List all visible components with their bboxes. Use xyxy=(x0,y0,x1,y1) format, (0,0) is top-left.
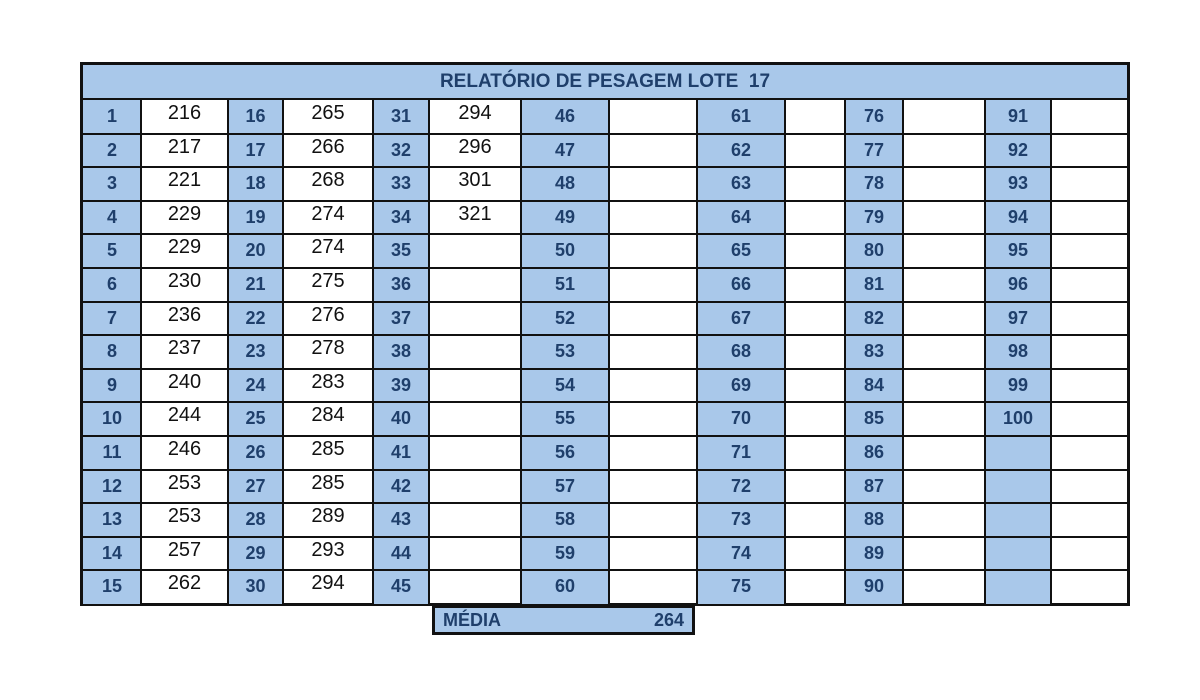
column-divider xyxy=(608,100,610,604)
row-divider xyxy=(83,536,1127,538)
weight-value-cell xyxy=(785,537,845,571)
weight-value-cell xyxy=(785,503,845,537)
weight-value-cell xyxy=(1051,570,1129,604)
weight-value-cell xyxy=(609,537,697,571)
row-number-cell: 44 xyxy=(373,537,429,571)
row-number-cell: 47 xyxy=(521,134,609,168)
row-number-cell: 89 xyxy=(845,537,903,571)
weight-value-cell: 276 xyxy=(311,303,345,326)
column-divider xyxy=(902,100,904,604)
row-number-cell: 63 xyxy=(697,167,785,201)
row-number-cell: 38 xyxy=(373,335,429,369)
weight-value-cell xyxy=(903,537,985,571)
column-divider xyxy=(520,100,522,604)
weight-value-cell xyxy=(785,436,845,470)
row-number-cell: 78 xyxy=(845,167,903,201)
row-number-cell: 60 xyxy=(521,570,609,604)
row-number-cell: 2 xyxy=(83,134,141,168)
row-number-cell: 92 xyxy=(985,134,1051,168)
row-number-cell: 79 xyxy=(845,201,903,235)
row-number-cell: 41 xyxy=(373,436,429,470)
weight-value-cell: 278 xyxy=(311,337,345,360)
row-number-cell: 22 xyxy=(228,302,283,336)
weight-value-cell: 246 xyxy=(167,438,202,460)
column-divider xyxy=(844,100,846,604)
weight-value-cell xyxy=(903,100,985,134)
weight-value-cell xyxy=(429,537,521,571)
row-number-cell: 36 xyxy=(373,268,429,302)
row-number-cell: 53 xyxy=(521,335,609,369)
column-divider xyxy=(784,100,786,604)
weight-value-cell xyxy=(609,134,697,168)
row-number-cell: 55 xyxy=(521,402,609,436)
row-number-cell: 42 xyxy=(373,470,429,504)
weight-value-cell: 240 xyxy=(167,370,202,393)
row-number-cell: 49 xyxy=(521,201,609,235)
average-value: 264 xyxy=(653,610,684,630)
row-number-cell: 45 xyxy=(373,570,429,604)
weight-value-cell: 253 xyxy=(167,505,202,528)
row-number-cell: 1 xyxy=(83,100,141,134)
row-number-cell: 39 xyxy=(373,369,429,403)
row-number-cell: 43 xyxy=(373,503,429,537)
row-number-cell: 8 xyxy=(83,335,141,369)
weight-value-cell xyxy=(609,402,697,436)
row-divider xyxy=(83,435,1127,437)
column-divider xyxy=(984,100,986,604)
weight-value-cell xyxy=(1051,302,1129,336)
column-divider xyxy=(140,100,142,604)
weight-value-cell xyxy=(1051,369,1129,403)
weight-value-cell xyxy=(1051,335,1129,369)
row-number-cell: 3 xyxy=(83,167,141,201)
weight-value-cell xyxy=(609,100,697,134)
weight-value-cell xyxy=(429,570,521,604)
row-number-cell: 9 xyxy=(83,369,141,403)
column-divider xyxy=(1050,100,1052,604)
weight-value-cell xyxy=(609,201,697,235)
weight-value-cell xyxy=(1051,134,1129,168)
weight-value-cell: 285 xyxy=(311,438,345,460)
weight-value-cell: 321 xyxy=(458,202,492,225)
weight-value-cell: 284 xyxy=(311,404,345,427)
weight-value-cell: 253 xyxy=(167,471,202,494)
weight-value-cell xyxy=(429,503,521,537)
row-number-cell: 66 xyxy=(697,268,785,302)
row-number-cell: 72 xyxy=(697,470,785,504)
row-number-cell: 76 xyxy=(845,100,903,134)
row-number-cell: 88 xyxy=(845,503,903,537)
weight-value-cell: 293 xyxy=(311,538,345,561)
row-number-cell: 54 xyxy=(521,369,609,403)
weight-value-cell xyxy=(609,268,697,302)
weight-value-cell xyxy=(903,503,985,537)
row-divider xyxy=(83,133,1127,135)
weight-value-cell xyxy=(903,134,985,168)
row-number-cell: 40 xyxy=(373,402,429,436)
row-number-cell xyxy=(985,537,1051,571)
column-divider xyxy=(372,100,374,604)
weight-value-cell: 274 xyxy=(311,236,345,259)
row-number-cell: 24 xyxy=(228,369,283,403)
weight-value-cell: 301 xyxy=(458,169,492,192)
weight-value-cell xyxy=(903,167,985,201)
row-divider xyxy=(83,200,1127,202)
average-label: MÉDIA xyxy=(443,610,501,630)
row-number-cell: 50 xyxy=(521,234,609,268)
row-number-cell: 69 xyxy=(697,369,785,403)
weight-value-cell: 262 xyxy=(167,572,202,595)
row-number-cell xyxy=(985,570,1051,604)
row-number-cell: 75 xyxy=(697,570,785,604)
weight-value-cell xyxy=(903,470,985,504)
row-number-cell: 81 xyxy=(845,268,903,302)
row-number-cell: 11 xyxy=(83,436,141,470)
weight-value-cell xyxy=(1051,100,1129,134)
weight-value-cell xyxy=(903,302,985,336)
weight-value-cell xyxy=(609,234,697,268)
row-number-cell: 68 xyxy=(697,335,785,369)
row-number-cell: 6 xyxy=(83,268,141,302)
row-number-cell: 57 xyxy=(521,470,609,504)
row-number-cell: 97 xyxy=(985,302,1051,336)
row-divider xyxy=(83,334,1127,336)
row-number-cell: 25 xyxy=(228,402,283,436)
weight-value-cell xyxy=(1051,470,1129,504)
row-number-cell: 33 xyxy=(373,167,429,201)
weight-value-cell xyxy=(609,335,697,369)
weight-value-cell xyxy=(429,302,521,336)
row-number-cell: 31 xyxy=(373,100,429,134)
row-number-cell: 15 xyxy=(83,570,141,604)
row-number-cell: 77 xyxy=(845,134,903,168)
row-number-cell: 94 xyxy=(985,201,1051,235)
row-divider xyxy=(83,502,1127,504)
weight-value-cell xyxy=(609,167,697,201)
row-number-cell: 91 xyxy=(985,100,1051,134)
weight-value-cell xyxy=(1051,167,1129,201)
row-number-cell: 80 xyxy=(845,234,903,268)
weight-value-cell xyxy=(785,402,845,436)
row-number-cell: 19 xyxy=(228,201,283,235)
weight-value-cell xyxy=(903,268,985,302)
weight-value-cell xyxy=(903,234,985,268)
row-number-cell: 96 xyxy=(985,268,1051,302)
row-number-cell: 5 xyxy=(83,234,141,268)
row-divider xyxy=(83,301,1127,303)
row-divider xyxy=(83,469,1127,471)
row-number-cell: 51 xyxy=(521,268,609,302)
column-divider xyxy=(696,100,698,604)
weight-value-cell: 236 xyxy=(167,303,202,326)
weight-value-cell xyxy=(785,234,845,268)
weight-value-cell xyxy=(609,470,697,504)
weight-value-cell xyxy=(903,201,985,235)
weight-value-cell xyxy=(429,470,521,504)
row-number-cell: 27 xyxy=(228,470,283,504)
row-number-cell: 95 xyxy=(985,234,1051,268)
weight-value-cell xyxy=(785,268,845,302)
row-number-cell xyxy=(985,436,1051,470)
weight-value-cell xyxy=(785,570,845,604)
weight-value-cell xyxy=(785,302,845,336)
row-number-cell: 85 xyxy=(845,402,903,436)
row-number-cell: 84 xyxy=(845,369,903,403)
weight-value-cell: 229 xyxy=(167,202,202,225)
row-divider xyxy=(83,401,1127,403)
weight-value-cell xyxy=(1051,503,1129,537)
row-number-cell: 52 xyxy=(521,302,609,336)
row-number-cell: 82 xyxy=(845,302,903,336)
weight-value-cell: 283 xyxy=(311,370,345,393)
row-number-cell: 32 xyxy=(373,134,429,168)
weight-value-cell xyxy=(785,335,845,369)
weight-value-cell xyxy=(609,436,697,470)
weight-value-cell xyxy=(609,369,697,403)
row-number-cell xyxy=(985,503,1051,537)
row-number-cell: 74 xyxy=(697,537,785,571)
weight-value-cell xyxy=(1051,234,1129,268)
row-number-cell: 7 xyxy=(83,302,141,336)
weight-value-cell xyxy=(903,402,985,436)
weight-value-cell xyxy=(429,369,521,403)
weight-value-cell xyxy=(785,201,845,235)
row-number-cell: 62 xyxy=(697,134,785,168)
weight-value-cell xyxy=(429,402,521,436)
row-number-cell: 100 xyxy=(985,402,1051,436)
row-divider xyxy=(83,233,1127,235)
weight-value-cell xyxy=(1051,402,1129,436)
row-number-cell: 21 xyxy=(228,268,283,302)
row-number-cell: 30 xyxy=(228,570,283,604)
row-number-cell: 64 xyxy=(697,201,785,235)
average-summary xyxy=(432,605,695,635)
row-number-cell: 67 xyxy=(697,302,785,336)
row-number-cell: 90 xyxy=(845,570,903,604)
weight-value-cell xyxy=(429,335,521,369)
weight-value-cell: 266 xyxy=(311,135,345,158)
weight-value-cell: 275 xyxy=(311,270,345,292)
row-number-cell: 58 xyxy=(521,503,609,537)
weight-value-cell xyxy=(1051,537,1129,571)
weight-value-cell xyxy=(429,268,521,302)
row-number-cell: 35 xyxy=(373,234,429,268)
weight-value-cell: 296 xyxy=(458,135,492,158)
row-number-cell: 23 xyxy=(228,335,283,369)
weight-value-cell: 274 xyxy=(311,202,345,225)
row-number-cell: 16 xyxy=(228,100,283,134)
row-number-cell: 20 xyxy=(228,234,283,268)
weight-value-cell: 268 xyxy=(311,169,345,192)
row-number-cell: 29 xyxy=(228,537,283,571)
weight-value-cell xyxy=(1051,436,1129,470)
weight-value-cell: 244 xyxy=(167,404,202,427)
row-number-cell: 17 xyxy=(228,134,283,168)
weight-value-cell xyxy=(785,100,845,134)
row-number-cell: 65 xyxy=(697,234,785,268)
row-number-cell: 98 xyxy=(985,335,1051,369)
row-divider xyxy=(83,368,1127,370)
row-number-cell: 46 xyxy=(521,100,609,134)
row-number-cell: 37 xyxy=(373,302,429,336)
row-divider xyxy=(83,569,1127,571)
row-number-cell: 59 xyxy=(521,537,609,571)
row-number-cell: 73 xyxy=(697,503,785,537)
row-number-cell: 10 xyxy=(83,402,141,436)
row-number-cell: 34 xyxy=(373,201,429,235)
row-number-cell: 61 xyxy=(697,100,785,134)
weight-value-cell: 294 xyxy=(458,102,492,124)
weight-value-cell xyxy=(609,570,697,604)
weight-value-cell xyxy=(429,234,521,268)
row-number-cell: 4 xyxy=(83,201,141,235)
row-number-cell: 70 xyxy=(697,402,785,436)
weight-value-cell: 285 xyxy=(311,471,345,494)
weight-value-cell xyxy=(1051,201,1129,235)
weight-value-cell xyxy=(903,335,985,369)
row-number-cell: 18 xyxy=(228,167,283,201)
row-number-cell: 99 xyxy=(985,369,1051,403)
row-number-cell: 13 xyxy=(83,503,141,537)
row-number-cell: 71 xyxy=(697,436,785,470)
weight-value-cell: 229 xyxy=(167,236,202,259)
weight-value-cell xyxy=(609,503,697,537)
weight-value-cell xyxy=(609,302,697,336)
weight-value-cell: 289 xyxy=(311,505,345,528)
row-number-cell: 83 xyxy=(845,335,903,369)
column-divider xyxy=(227,100,229,604)
weight-value-cell xyxy=(903,369,985,403)
row-number-cell: 87 xyxy=(845,470,903,504)
weight-value-cell xyxy=(785,470,845,504)
column-divider xyxy=(282,100,284,604)
row-number-cell: 28 xyxy=(228,503,283,537)
weight-value-cell xyxy=(903,436,985,470)
row-divider xyxy=(83,267,1127,269)
weighing-report-table xyxy=(80,62,1130,606)
row-number-cell: 86 xyxy=(845,436,903,470)
weight-value-cell xyxy=(429,436,521,470)
weight-value-cell: 237 xyxy=(167,337,202,360)
row-number-cell: 12 xyxy=(83,470,141,504)
row-number-cell: 56 xyxy=(521,436,609,470)
weight-value-cell xyxy=(785,167,845,201)
row-number-cell: 26 xyxy=(228,436,283,470)
weight-value-cell xyxy=(785,134,845,168)
weight-value-cell: 257 xyxy=(167,538,202,561)
weight-value-cell: 230 xyxy=(167,270,202,292)
column-divider xyxy=(428,100,430,604)
weight-value-cell xyxy=(903,570,985,604)
row-number-cell xyxy=(985,470,1051,504)
weight-value-cell xyxy=(785,369,845,403)
row-number-cell: 14 xyxy=(83,537,141,571)
row-divider xyxy=(83,166,1127,168)
row-number-cell: 93 xyxy=(985,167,1051,201)
weight-value-cell: 216 xyxy=(167,102,202,124)
weight-value-cell xyxy=(1051,268,1129,302)
report-title: RELATÓRIO DE PESAGEM LOTE 17 xyxy=(83,65,1127,100)
row-number-cell: 48 xyxy=(521,167,609,201)
weight-value-cell: 265 xyxy=(311,102,345,124)
weight-value-cell: 221 xyxy=(167,169,202,192)
weight-value-cell: 294 xyxy=(311,572,345,595)
weight-value-cell: 217 xyxy=(167,135,202,158)
